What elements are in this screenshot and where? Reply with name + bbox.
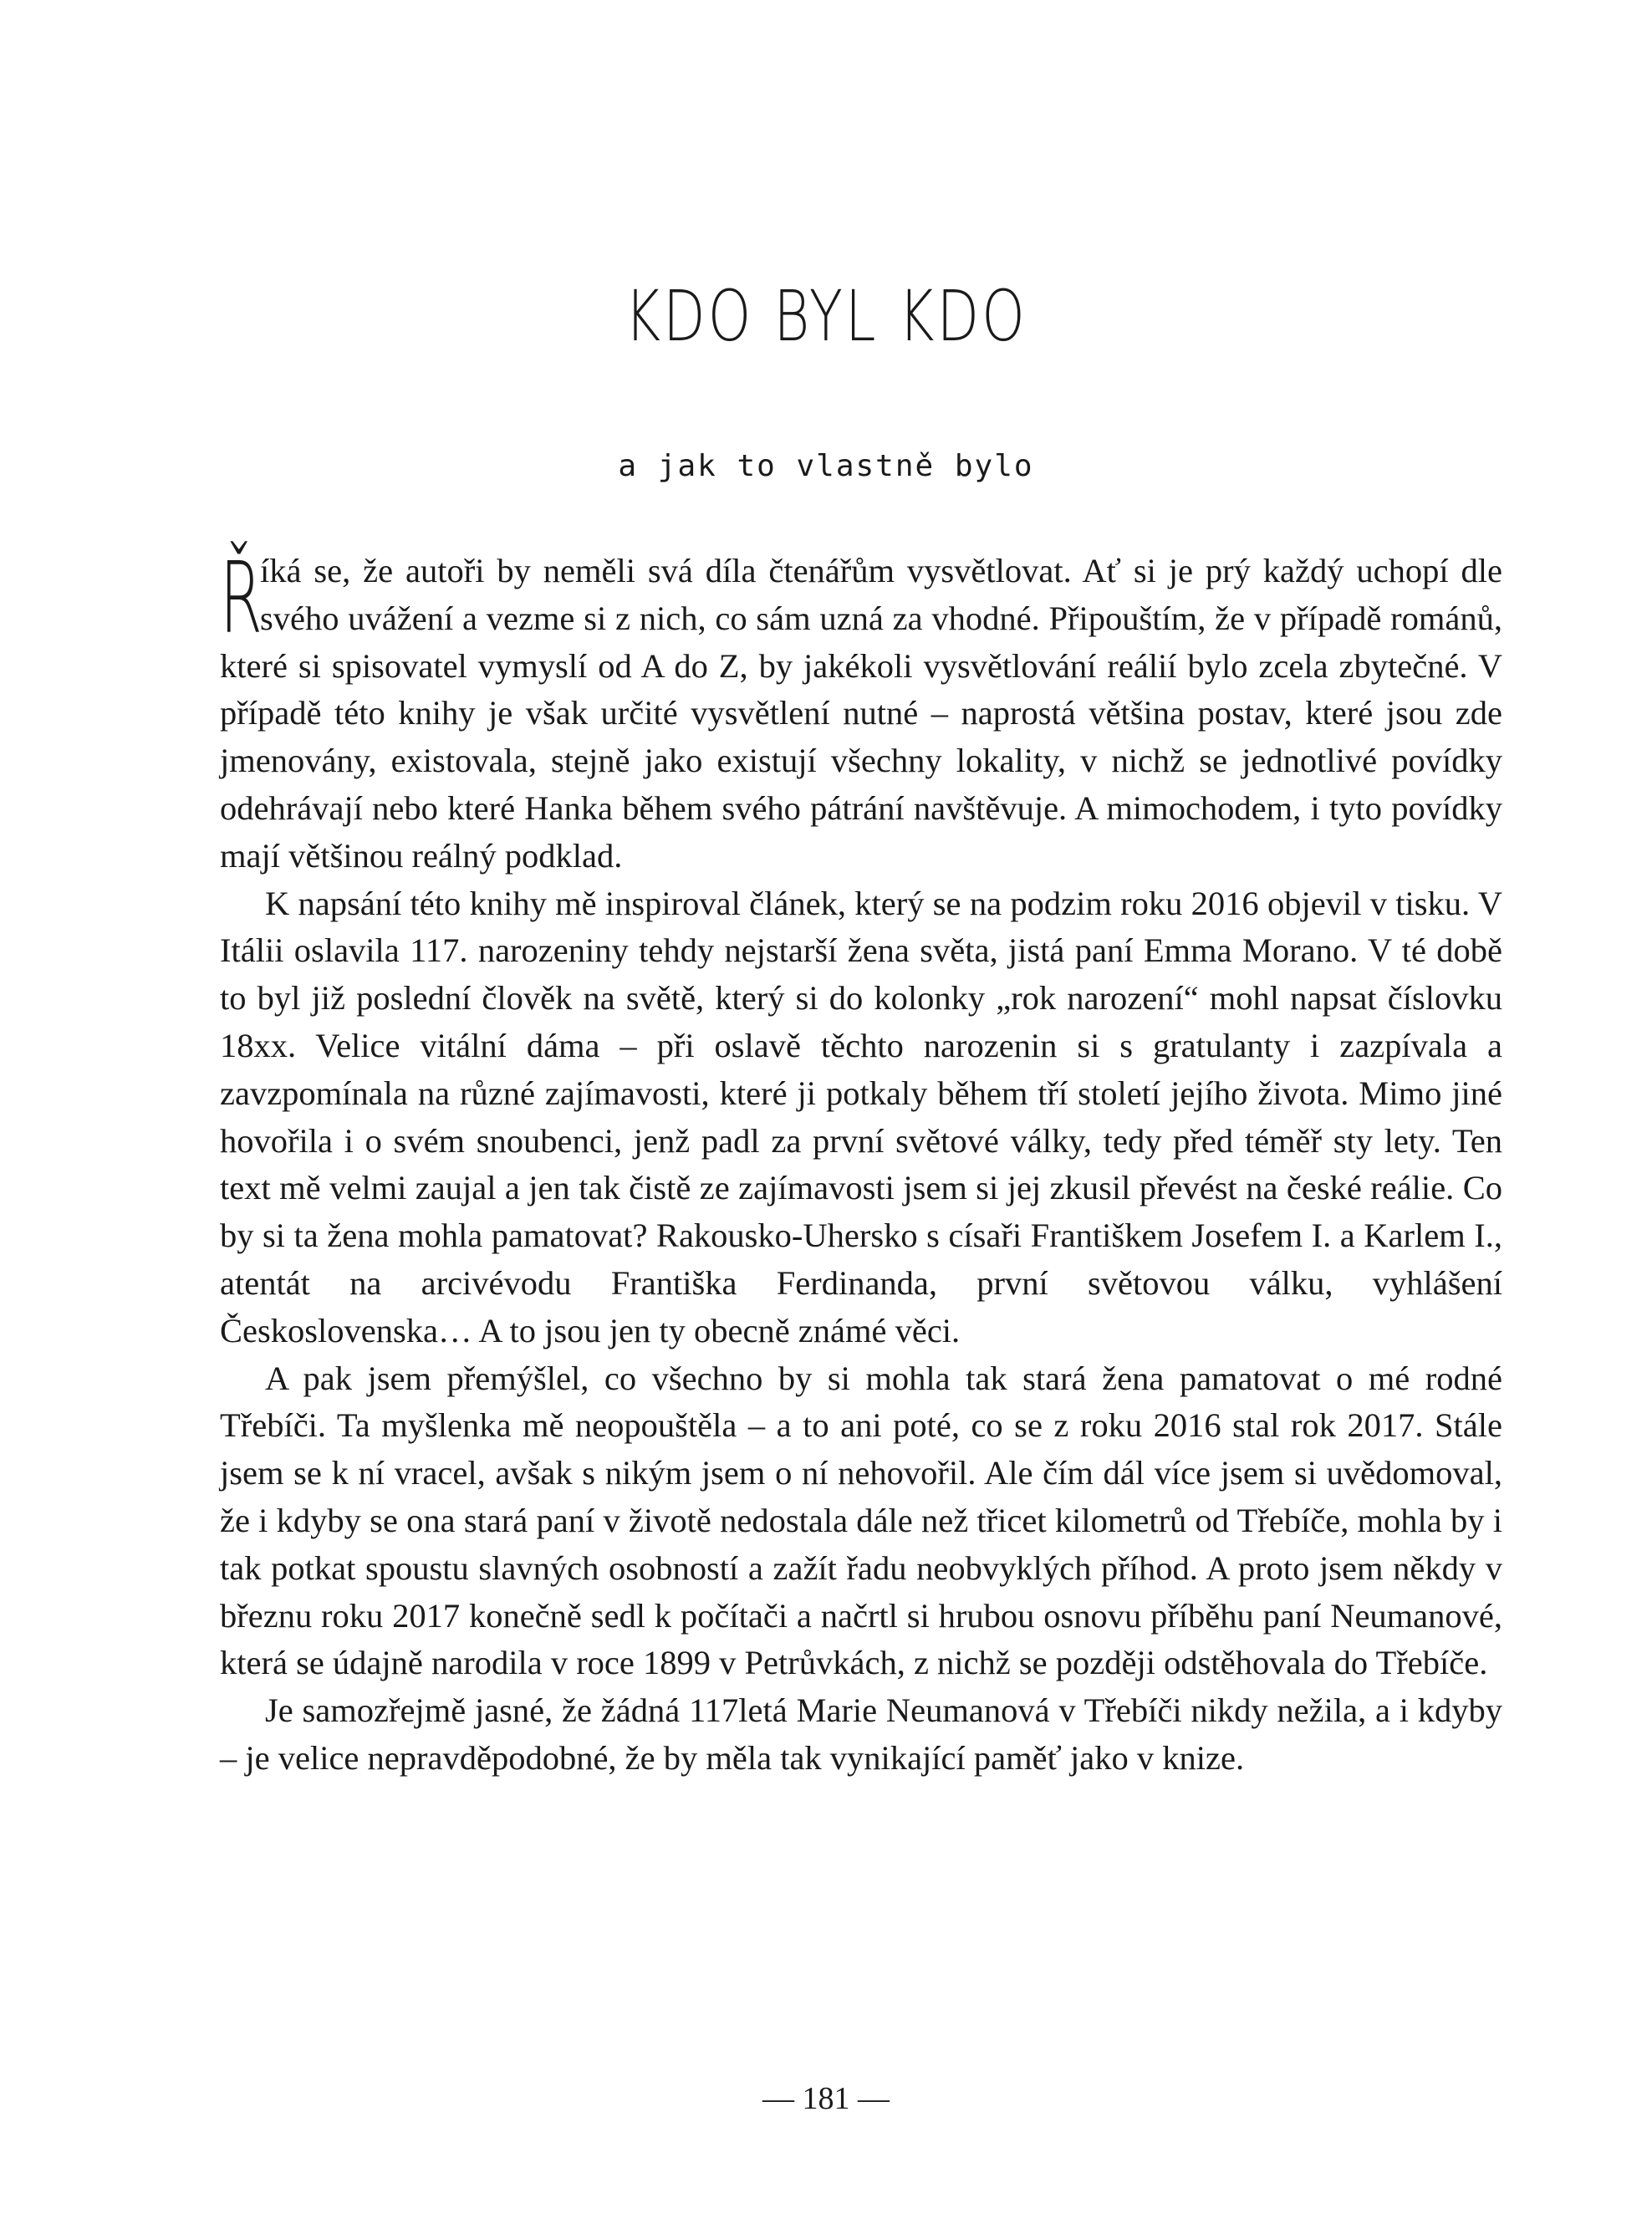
paragraph-3: A pak jsem přemýšlel, co všechno by si mohla tak stará žena pamatovat o mé rodné Třebíči. Ta myšlenka mě neopouštěla – a to ani poté, co se z roku 2016 stal rok 2017. Stále jsem se k ní vracel, avšak s nikým jsem o ní nehovořil. Ale čím dál více jsem si uvědomoval, že i kdyby se ona stará paní v životě nedostala dále než třicet kilometrů od Třebíče, mohla by i tak potkat spoustu slavných osobností a zažít řadu neobvyklých příhod. A proto jsem někdy v březnu roku 2017 konečně sedl k počítači a načrtl si hrubou osnovu příběhu paní Neumanové, která se údajně narodila v roce 1899 v Petrůvkách, z nichž se později odstěhovala do Třebíče. — [220, 1359, 1502, 1682]
paragraph-1 — [220, 540, 1502, 880]
paragraph-1-text: íká se, že autoři by neměli svá díla čtenářům vysvětlovat. Ať si je prý každý uchopí dle svého uvážení a vezme si z nich, co sám uzná za vhodné. Připouštím, že v případě románů, které si spisovatel vymyslí od A do Z, by jakékoli vysvětlování reálií bylo zcela zbytečné. V případě této knihy je však určité vysvětlení nutné – naprostá většina postav, které jsou zde jmenovány, existovala, stejně jako existují všechny lokality, v nichž se jednotlivé povídky odehrávají nebo které Hanka během svého pátrání navštěvuje. A mimochodem, i tyto povídky mají většinou reálný podklad. — [220, 552, 1502, 875]
body-text — [220, 540, 1502, 1783]
page-number: — 181 — — [762, 2081, 890, 2116]
chapter-subtitle: a jak to vlastně bylo — [618, 449, 1034, 483]
drop-cap: Ř — [220, 540, 263, 655]
paragraph-2: K napsání této knihy mě inspiroval článek, který se na podzim roku 2016 objevil v tisku. V Itálii oslavila 117. narozeniny tehdy nejstarší žena světa, jistá paní Emma Morano. V té době to byl již poslední člověk na světě, který si do kolonky „rok narození“ mohl napsat číslovku 18xx. Velice vitální dáma – při oslavě těchto narozenin si s gratulanty i zazpívala a zavzpomínala na různé zajímavosti, které ji potkaly během tří století jejího života. Mimo jiné hovořila i o svém snoubenci, jenž padl za první světové války, tedy před téměř sty lety. Ten text mě velmi zaujal a jen tak čistě ze zajímavosti jsem si jej zkusil převést na české reálie. Co by si ta žena mohla pamatovat? Rakousko-Uhersko s císaři Františkem Josefem I. a Karlem I., atentát na arcivévodu Františka Ferdinanda, první světovou válku, vyhlášení Československa… A to jsou jen ty obecně známé věci. — [220, 884, 1502, 1349]
paragraph-4: Je samozřejmě jasné, že žádná 117letá Marie Neumanová v Třebíči nikdy nežila, a i kdyby – je velice nepravděpodobné, že by měla tak vynikající paměť jako v knize. — [220, 1691, 1502, 1777]
chapter-title: KDO BYL KDO — [625, 275, 1027, 357]
